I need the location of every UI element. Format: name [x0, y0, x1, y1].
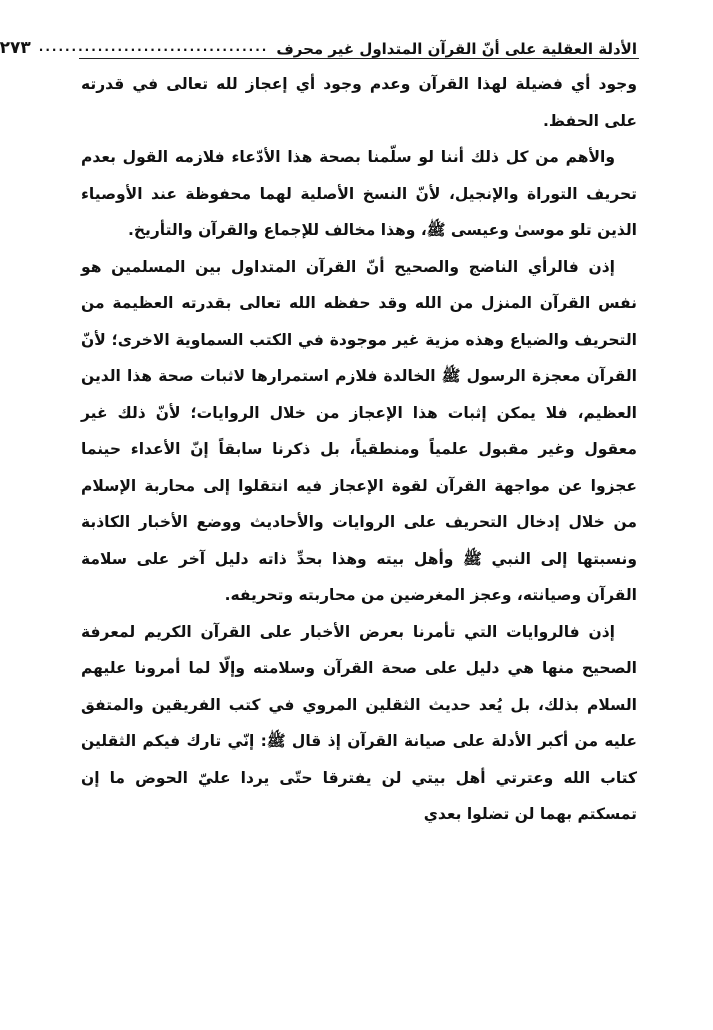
paragraph-continuation: وجود أي فضيلة لهذا القرآن وعدم وجود أي إعجاز لله تعالى في قدرته على الحفظ. [81, 75, 637, 130]
body-text [81, 66, 637, 833]
page-number: ٢٧٣ [0, 38, 31, 58]
paragraph: والأهم من كل ذلك أننا لو سلّمنا بصحة هذا الأدّعاء فلازمه القول بعدم تحريف التوراة والإنجيل، لأنّ النسخ الأصلية لهما محفوظة عند الأوصياء الذين تلو موسىٰ وعيسى ﷺ، وهذا مخالف للإجماع والقرآن والتأريخ. [81, 148, 637, 239]
running-header [0, 30, 637, 58]
paragraph: إذن فالرأي الناضج والصحيح أنّ القرآن المتداول بين المسلمين هو نفس القرآن المنزل من الله وقد حفظه الله تعالى بقدرته العظيمة من التحريف والضياع وهذه مزية غير موجودة في الكتب السماوية الاخرى؛ لأنّ القرآن معجزة الرسول ﷺ الخالدة فلازم استمرارها لاثبات صحة هذا الدين العظيم، فلا يمكن إثبات هذا الإعجاز من خلال الروايات؛ لأنّ ذلك غير معقول وغير مقبول علمياً ومنطقياً، بل ذكرنا سابقاً إنّ الأعداء حينما عجزوا عن مواجهة القرآن لقوة الإعجاز فيه انتقلوا إلى محاربة الإسلام من خلال إدخال التحريف على الروايات والأحاديث ووضع الأخبار الكاذبة ونسبتها إلى النبي ﷺ وأهل بيته وهذا بحدِّ ذاته دليل آخر على سلامة القرآن وصيانته، وعجز المغرضين من محاربته وتحريفه. [81, 257, 637, 604]
paragraph: إذن فالروايات التي تأمرنا بعرض الأخبار على القرآن الكريم لمعرفة الصحيح منها هي دليل على صحة القرآن وسلامته وإلّا لما أمرونا عليهم السلام بذلك، بل يُعد حديث الثقلين المروي في كتب الفريقين والمتفق عليه من أكبر الأدلة على صيانة القرآن إذ قال ﷺ: إنّي تارك فيكم الثقلين كتاب الله وعترتي أهل بيتي لن يفترقا حتّى يردا عليّ الحوض ما إن تمسكتم بهما لن تضلوا بعدي [81, 622, 637, 823]
header-leader-dots: ................................... [38, 40, 269, 54]
header-divider [79, 58, 639, 59]
header-title: الأدلة العقلية على أنّ القرآن المتداول غير محرف [276, 40, 637, 58]
